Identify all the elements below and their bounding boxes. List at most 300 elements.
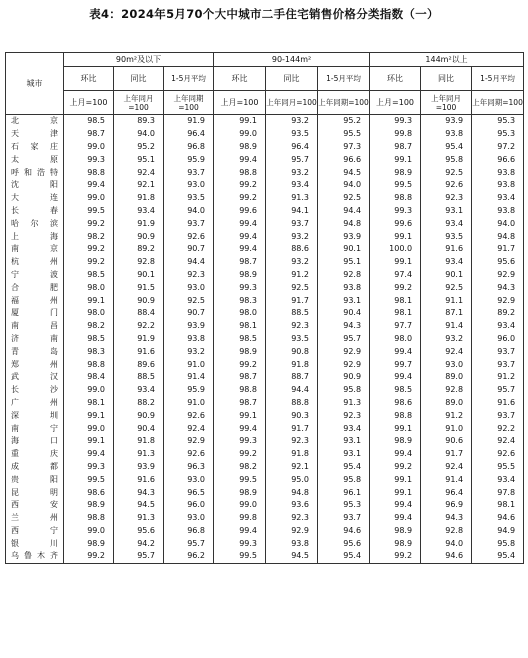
index-value-cell: 91.8 [266, 448, 318, 461]
index-value-cell: 98.5 [64, 269, 114, 282]
index-value-cell: 91.8 [114, 192, 164, 205]
index-value-cell: 91.9 [164, 115, 214, 128]
index-value-cell: 96.1 [318, 486, 370, 499]
index-value-cell: 99.1 [370, 422, 421, 435]
index-value-cell: 91.8 [266, 358, 318, 371]
index-value-cell: 94.0 [472, 217, 524, 230]
index-value-cell: 92.5 [164, 294, 214, 307]
index-value-cell: 91.0 [164, 397, 214, 410]
table-row [6, 345, 524, 358]
index-value-cell: 99.2 [214, 179, 266, 192]
base-header-mom: 上月=100 [370, 91, 421, 115]
table-title: 表4：2024年5月70个大中城市二手住宅销售价格分类指数（一） [89, 7, 439, 21]
index-value-cell: 94.3 [114, 486, 164, 499]
index-value-cell: 98.5 [64, 333, 114, 346]
index-value-cell: 92.6 [164, 230, 214, 243]
city-name-cell: 厦 门 [6, 307, 64, 320]
city-name-cell: 兰 州 [6, 512, 64, 525]
index-value-cell: 94.4 [318, 205, 370, 218]
city-name-cell: 西 宁 [6, 525, 64, 538]
index-value-cell: 92.5 [266, 281, 318, 294]
index-value-cell: 98.5 [370, 384, 421, 397]
index-value-cell: 92.5 [318, 192, 370, 205]
index-value-cell: 91.6 [114, 473, 164, 486]
city-name-cell: 南 宁 [6, 422, 64, 435]
index-value-cell: 93.4 [114, 205, 164, 218]
index-value-cell: 98.6 [370, 397, 421, 410]
index-value-cell: 89.0 [421, 397, 472, 410]
index-value-cell: 96.4 [421, 486, 472, 499]
table-row [6, 525, 524, 538]
city-name-cell: 呼和浩特 [6, 166, 64, 179]
index-value-cell: 99.2 [214, 448, 266, 461]
index-value-cell: 91.9 [114, 333, 164, 346]
index-value-cell: 95.4 [421, 141, 472, 154]
index-value-cell: 94.5 [114, 499, 164, 512]
city-name-cell: 长 沙 [6, 384, 64, 397]
index-value-cell: 90.3 [266, 409, 318, 422]
index-value-cell: 93.7 [472, 358, 524, 371]
city-name-cell: 上 海 [6, 230, 64, 243]
header-base-row [6, 91, 524, 115]
index-value-cell: 93.0 [164, 179, 214, 192]
index-value-cell: 95.4 [318, 550, 370, 563]
table-row [6, 448, 524, 461]
index-value-cell: 99.3 [64, 153, 114, 166]
index-value-cell: 98.8 [370, 409, 421, 422]
index-value-cell: 98.9 [214, 486, 266, 499]
city-name-cell: 太 原 [6, 153, 64, 166]
price-index-table [5, 52, 524, 564]
index-value-cell: 93.8 [266, 537, 318, 550]
city-name-cell: 福 州 [6, 294, 64, 307]
index-value-cell: 99.2 [370, 461, 421, 474]
city-name-cell: 济 南 [6, 333, 64, 346]
index-value-cell: 94.5 [318, 166, 370, 179]
index-value-cell: 98.2 [64, 230, 114, 243]
index-value-cell: 93.2 [421, 333, 472, 346]
index-value-cell: 92.3 [318, 409, 370, 422]
index-value-cell: 96.0 [472, 333, 524, 346]
index-value-cell: 97.8 [472, 486, 524, 499]
index-value-cell: 89.2 [472, 307, 524, 320]
sub-header-yoy: 同比 [421, 67, 472, 91]
index-value-cell: 92.2 [472, 422, 524, 435]
base-header-avg: 上年同期=100 [472, 91, 524, 115]
index-value-cell: 90.9 [114, 230, 164, 243]
index-value-cell: 94.6 [421, 550, 472, 563]
table-row [6, 166, 524, 179]
index-value-cell: 88.7 [266, 371, 318, 384]
city-name-cell: 昆 明 [6, 486, 64, 499]
index-value-cell: 91.3 [114, 512, 164, 525]
index-value-cell: 99.2 [370, 281, 421, 294]
index-value-cell: 95.6 [472, 256, 524, 269]
header-sub-row [6, 67, 524, 91]
index-value-cell: 98.1 [214, 320, 266, 333]
index-value-cell: 96.6 [472, 153, 524, 166]
table-row [6, 269, 524, 282]
index-value-cell: 91.6 [472, 397, 524, 410]
index-value-cell: 98.8 [370, 192, 421, 205]
table-row [6, 499, 524, 512]
index-value-cell: 92.5 [421, 281, 472, 294]
table-row [6, 281, 524, 294]
index-value-cell: 99.4 [64, 448, 114, 461]
index-value-cell: 99.0 [64, 141, 114, 154]
index-value-cell: 90.9 [318, 371, 370, 384]
base-header-avg: 上年同期=100 [318, 91, 370, 115]
index-value-cell: 99.5 [64, 205, 114, 218]
index-value-cell: 95.7 [472, 384, 524, 397]
index-value-cell: 99.2 [64, 243, 114, 256]
index-value-cell: 99.1 [370, 473, 421, 486]
table-row [6, 141, 524, 154]
index-value-cell: 100.0 [370, 243, 421, 256]
index-value-cell: 93.8 [472, 166, 524, 179]
sub-header-mom: 环比 [370, 67, 421, 91]
index-value-cell: 90.1 [114, 269, 164, 282]
index-value-cell: 95.5 [472, 461, 524, 474]
index-value-cell: 99.1 [370, 256, 421, 269]
index-value-cell: 93.8 [421, 128, 472, 141]
index-value-cell: 94.4 [164, 256, 214, 269]
index-value-cell: 99.0 [64, 525, 114, 538]
index-value-cell: 93.0 [164, 512, 214, 525]
index-value-cell: 87.1 [421, 307, 472, 320]
index-value-cell: 98.7 [370, 141, 421, 154]
index-value-cell: 95.2 [114, 141, 164, 154]
index-value-cell: 88.4 [114, 307, 164, 320]
index-value-cell: 99.2 [370, 550, 421, 563]
index-value-cell: 99.4 [214, 153, 266, 166]
index-value-cell: 95.6 [114, 525, 164, 538]
index-value-cell: 99.3 [370, 115, 421, 128]
index-value-cell: 98.1 [370, 307, 421, 320]
index-value-cell: 95.3 [472, 115, 524, 128]
index-value-cell: 91.5 [114, 281, 164, 294]
index-value-cell: 95.7 [114, 550, 164, 563]
index-value-cell: 95.1 [318, 256, 370, 269]
table-row [6, 486, 524, 499]
index-value-cell: 93.4 [421, 217, 472, 230]
index-value-cell: 93.2 [164, 345, 214, 358]
city-column-header: 城市 [6, 53, 64, 115]
index-value-cell: 95.7 [164, 537, 214, 550]
index-value-cell: 98.0 [64, 307, 114, 320]
index-value-cell: 93.5 [266, 333, 318, 346]
city-name-cell: 乌鲁木齐 [6, 550, 64, 563]
city-name-cell: 重 庆 [6, 448, 64, 461]
index-value-cell: 99.4 [370, 499, 421, 512]
index-value-cell: 91.2 [421, 409, 472, 422]
table-row [6, 397, 524, 410]
index-value-cell: 93.8 [164, 333, 214, 346]
header-group-row [6, 53, 524, 67]
index-value-cell: 99.1 [64, 294, 114, 307]
table-row [6, 512, 524, 525]
table-row [6, 409, 524, 422]
index-value-cell: 93.4 [472, 320, 524, 333]
index-value-cell: 98.7 [64, 128, 114, 141]
index-value-cell: 99.4 [370, 371, 421, 384]
index-value-cell: 97.4 [370, 269, 421, 282]
index-value-cell: 99.4 [214, 525, 266, 538]
sub-header-avg: 1-5月平均 [318, 67, 370, 91]
table-row [6, 473, 524, 486]
index-value-cell: 91.3 [114, 448, 164, 461]
index-value-cell: 98.7 [214, 371, 266, 384]
index-value-cell: 99.5 [214, 550, 266, 563]
index-value-cell: 92.1 [114, 179, 164, 192]
base-header-mom: 上月=100 [214, 91, 266, 115]
index-value-cell: 92.9 [472, 269, 524, 282]
index-value-cell: 95.2 [318, 115, 370, 128]
index-value-cell: 93.8 [472, 179, 524, 192]
index-value-cell: 90.7 [164, 243, 214, 256]
index-value-cell: 91.6 [421, 243, 472, 256]
index-value-cell: 92.3 [164, 269, 214, 282]
city-name-cell: 西 安 [6, 499, 64, 512]
city-name-cell: 海 口 [6, 435, 64, 448]
index-value-cell: 94.9 [472, 525, 524, 538]
index-value-cell: 92.5 [421, 166, 472, 179]
index-value-cell: 99.1 [370, 486, 421, 499]
city-name-cell: 石家庄 [6, 141, 64, 154]
index-value-cell: 99.1 [214, 115, 266, 128]
index-value-cell: 98.9 [214, 269, 266, 282]
index-value-cell: 91.6 [114, 345, 164, 358]
index-value-cell: 91.7 [421, 448, 472, 461]
index-value-cell: 95.0 [266, 473, 318, 486]
index-value-cell: 93.6 [266, 499, 318, 512]
index-value-cell: 98.9 [370, 537, 421, 550]
index-value-cell: 93.7 [164, 166, 214, 179]
index-value-cell: 99.1 [370, 153, 421, 166]
index-value-cell: 90.1 [421, 269, 472, 282]
table-row [6, 371, 524, 384]
city-name-cell: 广 州 [6, 397, 64, 410]
index-value-cell: 99.3 [370, 205, 421, 218]
index-value-cell: 89.0 [421, 371, 472, 384]
index-value-cell: 93.2 [266, 166, 318, 179]
index-value-cell: 92.6 [164, 409, 214, 422]
index-value-cell: 92.4 [164, 422, 214, 435]
index-value-cell: 99.3 [214, 281, 266, 294]
index-value-cell: 98.9 [214, 141, 266, 154]
table-row [6, 358, 524, 371]
table-row [6, 550, 524, 563]
table-row [6, 128, 524, 141]
index-value-cell: 98.9 [370, 525, 421, 538]
city-name-cell: 银 川 [6, 537, 64, 550]
index-value-cell: 93.1 [318, 294, 370, 307]
index-value-cell: 97.7 [370, 320, 421, 333]
table-row [6, 320, 524, 333]
city-name-cell: 大 连 [6, 192, 64, 205]
index-value-cell: 99.2 [64, 256, 114, 269]
index-value-cell: 99.2 [64, 217, 114, 230]
index-value-cell: 92.8 [421, 525, 472, 538]
city-name-cell: 合 肥 [6, 281, 64, 294]
index-value-cell: 94.4 [266, 384, 318, 397]
index-value-cell: 98.8 [64, 358, 114, 371]
index-value-cell: 99.4 [64, 179, 114, 192]
index-value-cell: 99.4 [214, 230, 266, 243]
index-value-cell: 91.3 [318, 397, 370, 410]
index-value-cell: 94.6 [472, 512, 524, 525]
base-header-avg: 上年同期=100 [164, 91, 214, 115]
sub-header-avg: 1-5月平均 [472, 67, 524, 91]
index-value-cell: 90.4 [318, 307, 370, 320]
index-value-cell: 99.3 [214, 537, 266, 550]
index-value-cell: 98.1 [370, 294, 421, 307]
index-value-cell: 93.1 [318, 435, 370, 448]
index-value-cell: 88.6 [266, 243, 318, 256]
city-name-cell: 北 京 [6, 115, 64, 128]
index-value-cell: 93.7 [164, 217, 214, 230]
index-value-cell: 98.5 [214, 333, 266, 346]
index-value-cell: 95.6 [318, 537, 370, 550]
table-row [6, 205, 524, 218]
index-value-cell: 93.2 [266, 230, 318, 243]
index-value-cell: 99.6 [370, 217, 421, 230]
group-header-large: 144m²以上 [370, 53, 524, 67]
index-value-cell: 93.4 [421, 256, 472, 269]
index-value-cell: 95.4 [472, 550, 524, 563]
index-value-cell: 90.1 [318, 243, 370, 256]
index-value-cell: 92.8 [421, 384, 472, 397]
index-value-cell: 94.8 [318, 217, 370, 230]
index-value-cell: 93.0 [164, 473, 214, 486]
index-value-cell: 93.5 [421, 230, 472, 243]
table-row [6, 307, 524, 320]
index-value-cell: 95.7 [318, 333, 370, 346]
group-header-medium: 90-144m² [214, 53, 370, 67]
index-value-cell: 93.9 [114, 461, 164, 474]
city-name-cell: 沈 阳 [6, 179, 64, 192]
city-name-cell: 深 圳 [6, 409, 64, 422]
index-value-cell: 96.0 [164, 499, 214, 512]
index-value-cell: 92.3 [266, 435, 318, 448]
index-value-cell: 98.9 [370, 435, 421, 448]
table-row [6, 230, 524, 243]
index-value-cell: 94.0 [164, 205, 214, 218]
table-row [6, 192, 524, 205]
index-value-cell: 91.7 [472, 243, 524, 256]
index-value-cell: 93.4 [266, 179, 318, 192]
city-name-cell: 成 都 [6, 461, 64, 474]
table-row [6, 153, 524, 166]
index-value-cell: 98.5 [64, 115, 114, 128]
index-value-cell: 92.3 [266, 512, 318, 525]
index-value-cell: 98.9 [64, 537, 114, 550]
index-value-cell: 95.8 [472, 537, 524, 550]
index-value-cell: 91.0 [164, 358, 214, 371]
index-value-cell: 91.4 [421, 320, 472, 333]
table-row [6, 537, 524, 550]
index-value-cell: 92.4 [421, 345, 472, 358]
index-value-cell: 88.2 [114, 397, 164, 410]
index-value-cell: 96.2 [164, 550, 214, 563]
index-value-cell: 90.8 [266, 345, 318, 358]
index-value-cell: 99.1 [214, 409, 266, 422]
index-value-cell: 97.3 [318, 141, 370, 154]
index-value-cell: 94.0 [318, 179, 370, 192]
index-value-cell: 99.0 [64, 422, 114, 435]
index-value-cell: 92.6 [472, 448, 524, 461]
index-value-cell: 98.8 [64, 512, 114, 525]
index-value-cell: 92.1 [266, 461, 318, 474]
index-value-cell: 93.9 [164, 320, 214, 333]
index-value-cell: 96.4 [164, 128, 214, 141]
index-value-cell: 92.9 [164, 435, 214, 448]
index-value-cell: 94.8 [266, 486, 318, 499]
index-value-cell: 98.2 [214, 461, 266, 474]
city-name-cell: 南 昌 [6, 320, 64, 333]
sub-header-mom: 环比 [214, 67, 266, 91]
index-value-cell: 90.6 [421, 435, 472, 448]
index-value-cell: 89.6 [114, 358, 164, 371]
index-value-cell: 99.4 [370, 512, 421, 525]
index-value-cell: 90.4 [114, 422, 164, 435]
index-value-cell: 93.4 [472, 192, 524, 205]
index-value-cell: 98.8 [214, 384, 266, 397]
index-value-cell: 99.5 [64, 473, 114, 486]
index-value-cell: 92.9 [472, 294, 524, 307]
index-value-cell: 94.0 [421, 537, 472, 550]
city-name-cell: 天 津 [6, 128, 64, 141]
index-value-cell: 90.7 [164, 307, 214, 320]
base-header-yoy: 上年同月=100 [421, 91, 472, 115]
index-value-cell: 92.6 [164, 448, 214, 461]
index-value-cell: 93.0 [164, 281, 214, 294]
index-value-cell: 91.9 [114, 217, 164, 230]
index-value-cell: 95.8 [318, 473, 370, 486]
index-value-cell: 96.8 [164, 141, 214, 154]
index-value-cell: 91.0 [421, 422, 472, 435]
index-value-cell: 99.0 [64, 192, 114, 205]
index-value-cell: 95.3 [318, 499, 370, 512]
index-value-cell: 99.4 [214, 243, 266, 256]
index-value-cell: 99.0 [64, 384, 114, 397]
table-row [6, 461, 524, 474]
index-value-cell: 91.8 [114, 435, 164, 448]
index-value-cell: 88.5 [266, 307, 318, 320]
sub-header-yoy: 同比 [266, 67, 318, 91]
table-row [6, 243, 524, 256]
index-value-cell: 92.9 [318, 345, 370, 358]
index-value-cell: 92.2 [114, 320, 164, 333]
table-row [6, 435, 524, 448]
sub-header-mom: 环比 [64, 67, 114, 91]
city-name-cell: 长 春 [6, 205, 64, 218]
index-value-cell: 96.9 [421, 499, 472, 512]
index-value-cell: 93.0 [421, 358, 472, 371]
index-value-cell: 99.3 [214, 435, 266, 448]
city-name-cell: 贵 阳 [6, 473, 64, 486]
index-value-cell: 93.5 [164, 192, 214, 205]
table-row [6, 333, 524, 346]
index-value-cell: 92.4 [472, 435, 524, 448]
index-value-cell: 98.3 [64, 345, 114, 358]
index-value-cell: 99.0 [214, 499, 266, 512]
index-value-cell: 93.4 [114, 384, 164, 397]
index-value-cell: 97.2 [472, 141, 524, 154]
index-value-cell: 96.6 [318, 153, 370, 166]
sub-header-yoy: 同比 [114, 67, 164, 91]
index-value-cell: 94.6 [318, 525, 370, 538]
